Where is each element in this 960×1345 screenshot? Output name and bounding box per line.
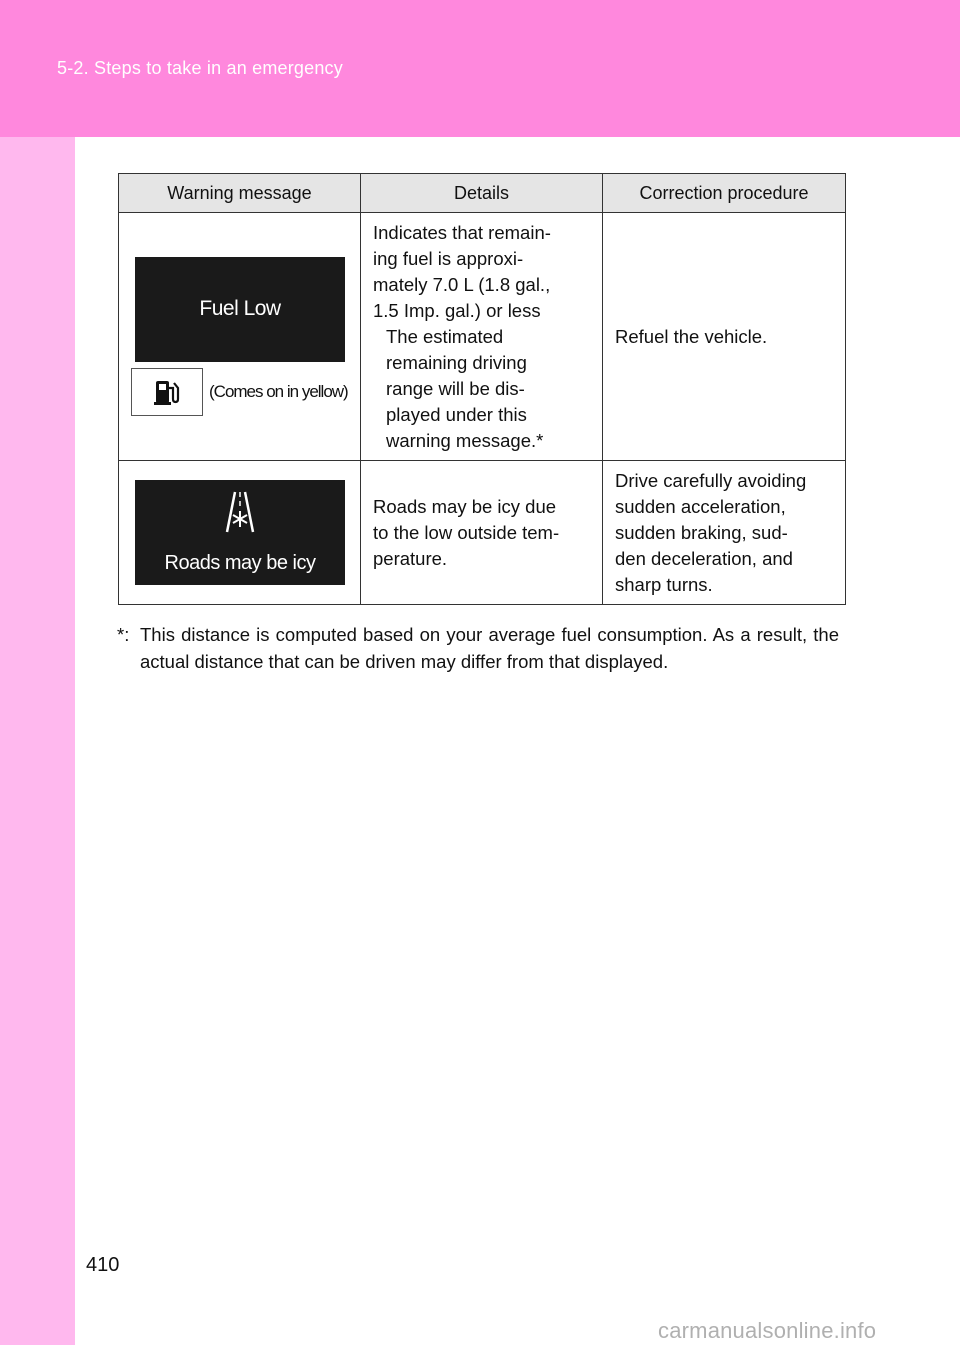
page-header [0, 0, 960, 137]
footnote-text: This distance is computed based on your average fuel consumption. As a result, the actual distance that can be driven may differ from that displayed. [140, 624, 839, 672]
icy-road-icon [224, 488, 256, 536]
footnote-marker: *: [117, 624, 130, 645]
correction-line: sudden acceleration, [615, 495, 786, 517]
table-row [119, 213, 846, 461]
warning-message-cell [119, 461, 361, 605]
indicator-row [131, 368, 359, 416]
details-line: to the low outside tem- [373, 521, 560, 543]
table-row [119, 461, 846, 605]
column-header-warning-message: Warning message [119, 174, 361, 213]
display-message: Roads may be icy [164, 552, 316, 574]
correction-line: den deceleration, and [615, 547, 793, 569]
watermark: carmanualsonline.info [658, 1318, 877, 1343]
footnote [117, 621, 839, 675]
details-line: perature. [373, 547, 448, 569]
details-sub-line: remaining driving [386, 351, 527, 373]
details-cell [361, 213, 603, 461]
details-line: Indicates that remain- [373, 221, 551, 243]
indicator-note: (Comes on in yellow) [209, 382, 348, 401]
correction-line: Drive carefully avoiding [615, 469, 807, 491]
section-title: 5-2. Steps to take in an emergency [57, 58, 343, 78]
details-sub-line: range will be dis- [386, 377, 525, 399]
page-number: 410 [86, 1254, 120, 1276]
fuel-low-display [135, 257, 345, 362]
correction-line: sharp turns. [615, 573, 713, 595]
details-sub-line: warning message.* [386, 429, 544, 451]
details-sub-line: played under this [386, 403, 527, 425]
correction-line: sudden braking, sud- [615, 521, 788, 543]
column-header-correction-procedure: Correction procedure [603, 174, 846, 213]
correction-cell [603, 461, 846, 605]
fuel-pump-icon [131, 368, 203, 416]
display-message: Fuel Low [199, 297, 281, 320]
column-header-details: Details [361, 174, 603, 213]
details-line: mately 7.0 L (1.8 gal., [373, 273, 551, 295]
warning-message-table [118, 173, 846, 605]
icy-road-display [135, 480, 345, 585]
warning-message-cell [119, 213, 361, 461]
details-cell [361, 461, 603, 605]
table-header-row [119, 174, 846, 213]
details-line: Roads may be icy due [373, 495, 557, 517]
details-sub-line: The estimated [386, 325, 504, 347]
side-margin-band [0, 137, 75, 1345]
details-line: 1.5 Imp. gal.) or less [373, 299, 541, 321]
details-line: ing fuel is approxi- [373, 247, 524, 269]
correction-cell: Refuel the vehicle. [603, 213, 846, 461]
